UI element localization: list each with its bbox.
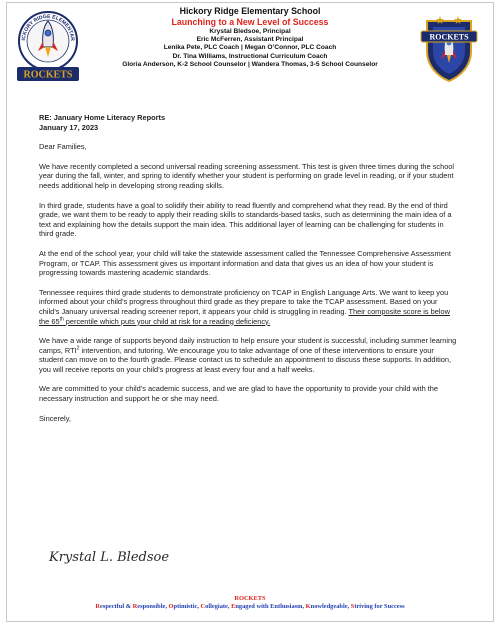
footer-initial: E (231, 603, 236, 610)
footer-word: esponsible, (137, 603, 169, 610)
paragraph: We are committed to your child’s academic success, and we are glad to have the opportunity to provide your child with the necessary instruction and support he or she may need. (39, 384, 439, 404)
letter-page (6, 2, 494, 622)
closing: Sincerely, (39, 413, 71, 423)
footer-title: ROCKETS (234, 595, 266, 602)
paragraph-text: intervention, and tutoring. We encourage you to take advantage of one of these interventions to ensure your student can move on to the fourth grade. Please contact us to schedule an appointment to discuss these supports. In addition, you will receive reports on your child’s progress at least every four and a half weeks. (39, 345, 452, 374)
staff-line: Krystal Bledsoe, Principal (209, 28, 291, 35)
letter-body (39, 113, 459, 433)
staff-line: Gloria Anderson, K-2 School Counselor | Wandera Thomas, 3-5 School Counselor (122, 60, 378, 68)
paragraph (39, 336, 459, 374)
footer-initial: S (350, 603, 355, 610)
footer-initial: R (95, 603, 100, 610)
letter-greeting: Dear Families, (39, 142, 87, 152)
signature-text: Krystal L. Bledsoe (49, 550, 170, 565)
superscript: 2 (76, 345, 80, 352)
paragraph: We have recently completed a second universal reading screening assessment. This test is given three times during the school year during the fall, winter, and spring to identify whether your student is performing on grade level in reading, or if your student needs additional help in developing strong reading skills. (39, 161, 455, 190)
risk-text: Their composite score is below the 65 (39, 306, 450, 326)
footer-initial: O (168, 603, 174, 610)
footer-word: nowledgeable, (310, 603, 351, 610)
paragraph-text: Tennessee requires third grade students to demonstrate proficiency on TCAP in English Language Arts. We want to keep you informed about your child’s progress throughout third grade as they prepare to take the TCAP assessment. Based on your child’s January universal reading screener report, it appears your child is struggling in reading. (39, 287, 449, 316)
rockets-shield-logo (419, 15, 479, 85)
paragraph (39, 288, 459, 326)
footer-word: ollegiate, (205, 603, 232, 610)
footer (7, 595, 493, 611)
footer-initial: R (132, 603, 138, 610)
staff-line: Eric McFerren, Assistant Principal (196, 36, 304, 44)
letter-date: January 17, 2023 (39, 122, 99, 132)
logo-ring-text: ICKORY RIDGE ELEMENTAR (20, 13, 76, 42)
footer-word: ngaged with Enthusiasm, (235, 603, 306, 610)
footer-word: ptimistic, (173, 603, 201, 610)
footer-word: espectful & (100, 603, 133, 610)
footer-initial: C (200, 603, 206, 610)
signature-image (47, 541, 187, 569)
footer-values (7, 603, 493, 611)
staff-line: Dr. Tina Williams, Instructional Curriculum Coach (172, 52, 328, 60)
school-name: Hickory Ridge Elementary School (179, 6, 321, 16)
paragraph: In third grade, students have a goal to solidify their ability to read fluently and comprehend what they read. By the end of third grade, we want them to be ready to apply their reading skills to standards-based tasks, such as determining the main idea of a text and explaining how the details support the main idea. This additional layer of learning can be challenging for students in third grade. (39, 200, 452, 239)
letter-subject: RE: January Home Literacy Reports (39, 113, 166, 122)
footer-initial: K (305, 603, 311, 610)
shield-banner-text: ROCKETS (429, 32, 469, 42)
staff-line: Lenika Pete, PLC Coach | Megan O’Connor, PLC Coach (163, 44, 337, 52)
school-motto: Launching to a New Level of Success (171, 17, 329, 27)
risk-text: percentile which puts your child at risk for a reading deficiency. (65, 316, 271, 326)
paragraph-text: We have a wide range of supports beyond daily instruction to help ensure your student is successful, including summer learning camps, RTI (39, 336, 457, 355)
paragraph: At the end of the school year, your child will take the statewide assessment called the Tennessee Comprehensive Assessment Program, or TCAP. This assessment gives us important information and data that gives us an idea of how your student is progressing towards mastering academic standards. (39, 248, 451, 278)
superscript: th (59, 316, 64, 323)
logo-banner-text: ROCKETS (23, 69, 73, 81)
footer-word: triving for Success (354, 603, 405, 610)
